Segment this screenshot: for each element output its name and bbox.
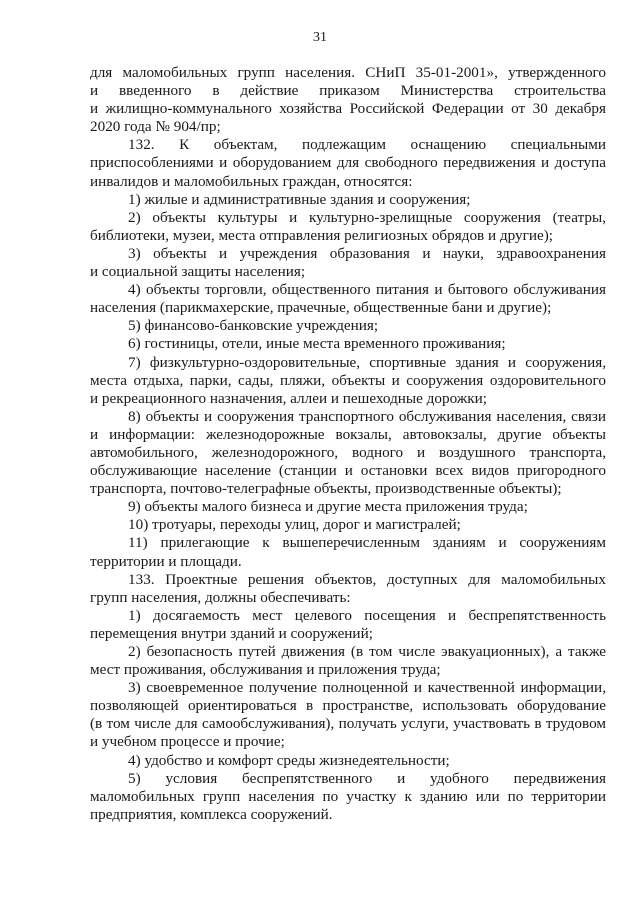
text-line: 4) объекты торговли, общественного питания и бытового обслуживания bbox=[128, 281, 606, 299]
text-line: и жилищно-коммунального хозяйства Российской Федерации от 30 декабря bbox=[90, 100, 606, 118]
text-line: 1) досягаемость мест целевого посещения и беспрепятственность bbox=[128, 606, 606, 624]
text-line: 9) объекты малого бизнеса и другие места приложения труда; bbox=[128, 498, 528, 516]
text-line: автомобильного, железнодорожного, водного и воздушного транспорта, bbox=[90, 443, 606, 461]
text-line: предприятия, комплекса сооружений. bbox=[90, 805, 333, 823]
text-line: и социальной защиты населения; bbox=[90, 263, 306, 281]
text-line: 2) безопасность путей движения (в том числе эвакуационных), а также bbox=[128, 643, 606, 660]
text-line: маломобильных групп населения по участку к зданию или по территории bbox=[90, 787, 606, 805]
text-line: 1) жилые и административные здания и сооружения; bbox=[128, 190, 471, 208]
text-line: позволяющей ориентироваться в пространстве, использовать оборудование bbox=[90, 697, 606, 715]
text-line: 133. Проектные решения объектов, доступных для маломобильных bbox=[128, 570, 606, 588]
text-line: групп населения, должны обеспечивать: bbox=[90, 588, 351, 606]
text-line: мест проживания, обслуживания и приложения труда; bbox=[90, 661, 441, 679]
text-line: 6) гостиницы, отели, иные места временного проживания; bbox=[128, 335, 506, 353]
text-line: 2020 года № 904/пр; bbox=[90, 118, 221, 136]
text-line: территории и площади. bbox=[90, 552, 242, 570]
text-line: и рекреационного назначения, аллеи и пешеходные дорожки; bbox=[90, 389, 488, 407]
document-body bbox=[90, 64, 606, 824]
text-line: и информации: железнодорожные вокзалы, автовокзалы, другие объекты bbox=[90, 425, 606, 443]
text-line: 3) своевременное получение полноценной и качественной информации, bbox=[128, 679, 606, 697]
text-line: приспособлениями и оборудованием для свободного передвижения и доступа bbox=[90, 154, 606, 172]
text-line: обслуживающие население (станции и остановки всех видов пригородного bbox=[90, 462, 606, 480]
text-line: 10) тротуары, переходы улиц, дорог и магистралей; bbox=[128, 516, 461, 534]
text-line: 4) удобство и комфорт среды жизнедеятельности; bbox=[128, 751, 450, 769]
text-line: инвалидов и маломобильных граждан, относятся: bbox=[90, 172, 413, 190]
text-line: 3) объекты и учреждения образования и науки, здравоохранения bbox=[128, 244, 606, 262]
text-line: места отдыха, парки, сады, пляжи, объекты и сооружения оздоровительного bbox=[90, 371, 606, 389]
text-line: (в том числе для самообслуживания), получать услуги, участвовать в трудовом bbox=[90, 715, 606, 733]
text-line: 132. К объектам, подлежащим оснащению специальными bbox=[128, 136, 606, 154]
text-line: транспорта, почтово-телеграфные объекты, производственные объекты); bbox=[90, 480, 562, 498]
text-line: и учебном процессе и прочие; bbox=[90, 733, 285, 751]
text-line: 5) условия беспрепятственного и удобного передвижения bbox=[128, 769, 606, 787]
text-line: 8) объекты и сооружения транспортного обслуживания населения, связи bbox=[128, 407, 606, 425]
text-line: библиотеки, музеи, места отправления религиозных обрядов и другие); bbox=[90, 226, 554, 244]
text-line: для маломобильных групп населения. СНиП 35-01-2001», утвержденного bbox=[90, 64, 606, 81]
text-line: 7) физкультурно-оздоровительные, спортивные здания и сооружения, bbox=[128, 353, 606, 371]
text-line: 5) финансово-банковские учреждения; bbox=[128, 317, 379, 335]
text-line: и введенного в действие приказом Министерства строительства bbox=[90, 82, 606, 100]
text-line: населения (парикмахерские, прачечные, общественные бани и другие); bbox=[90, 299, 552, 317]
text-line: 11) прилегающие к вышеперечисленным зданиям и сооружениям bbox=[128, 534, 606, 552]
text-line: 2) объекты культуры и культурно-зрелищные сооружения (театры, bbox=[128, 208, 606, 226]
page-number: 31 bbox=[313, 30, 327, 45]
text-line: перемещения внутри зданий и сооружений; bbox=[90, 624, 373, 642]
